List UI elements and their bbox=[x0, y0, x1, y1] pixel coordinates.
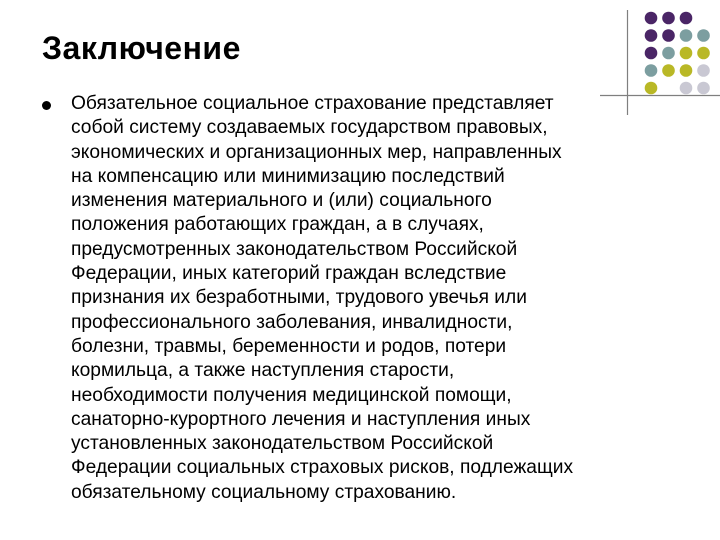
decorative-dot bbox=[680, 47, 693, 60]
decorative-dot bbox=[662, 64, 675, 77]
decorative-dot-grid bbox=[645, 12, 710, 95]
decorative-dot bbox=[645, 12, 658, 25]
decorative-dot bbox=[697, 82, 710, 95]
decorative-dot bbox=[680, 29, 693, 42]
decorative-dot bbox=[662, 47, 675, 60]
decorative-dot bbox=[680, 64, 693, 77]
decorative-dot bbox=[680, 12, 693, 25]
decorative-dot bbox=[697, 29, 710, 42]
decorative-dot bbox=[697, 47, 710, 60]
decorative-dot bbox=[645, 47, 658, 60]
decorative-dot bbox=[645, 64, 658, 77]
slide-title: Заключение bbox=[42, 30, 241, 66]
decorative-dot bbox=[697, 64, 710, 77]
bullet-marker bbox=[42, 101, 51, 110]
decorative-dot bbox=[662, 29, 675, 42]
bullet-item-text: Обязательное социальное страхование представляет собой систему создаваемых государством правовых, экономических и организационных мер, направленных на компенсацию или минимизацию последствий изменения материального и (или) социального положения работающих граждан, а в случаях, предусмотренных законодательством Российской Федерации, иных категорий граждан вследствие признания их безработными, трудового увечья или профессионального заболевания, инвалидности, болезни, травмы, беременности и родов, потери кормильца, а также наступления старости, необходимости получения медицинской помощи, санаторно-курортного лечения и наступления иных установленных законодательством Российской Федерации социальных страховых рисков, подлежащих обязательному социальному страхованию. bbox=[71, 93, 574, 503]
bullet-list bbox=[42, 92, 682, 505]
decorative-dot bbox=[662, 12, 675, 25]
decorative-dot bbox=[645, 29, 658, 42]
